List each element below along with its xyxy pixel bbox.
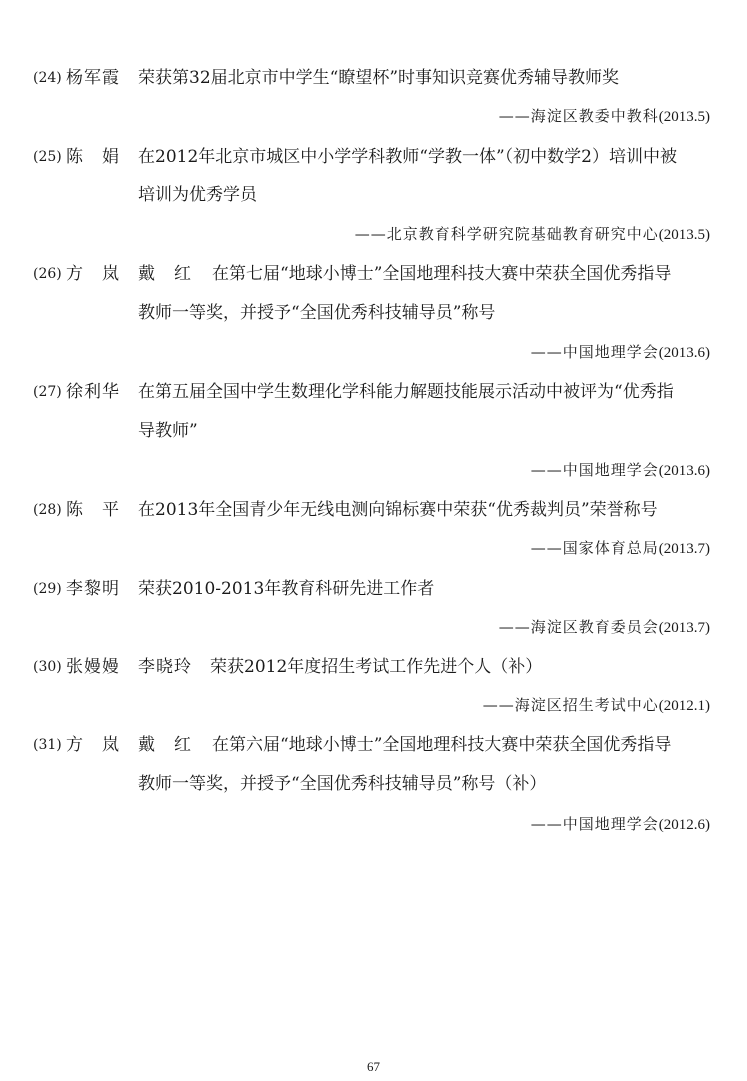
entry-name: 方 岚 戴 红 — [66, 735, 192, 755]
entry-source — [531, 814, 710, 835]
entry-name: 李黎明 — [66, 579, 120, 599]
entry-number: (27) — [33, 384, 62, 400]
entry-name: 杨军霞 — [66, 68, 120, 88]
source-name: ——中国地理学会 — [530, 815, 659, 833]
source-date: (2013.6) — [658, 345, 710, 361]
source-date: (2013.6) — [658, 463, 710, 479]
source-name: ——中国地理学会 — [530, 343, 659, 361]
entry-number: (29) — [33, 581, 62, 597]
entry-source — [499, 617, 710, 638]
source-date: (2013.7) — [658, 620, 710, 636]
source-date: (2012.6) — [658, 817, 710, 833]
source-date: (2013.5) — [658, 109, 710, 125]
entry-source — [355, 224, 710, 245]
entry-source — [483, 695, 710, 716]
entry-text-line: 荣获2012年度招生考试工作先进个人（补） — [210, 657, 543, 677]
entry-name: 陈 平 — [66, 500, 120, 520]
entry-number: (31) — [33, 737, 62, 753]
entry-text-line: 导教师” — [138, 421, 198, 441]
source-name: ——国家体育总局 — [530, 539, 659, 557]
entry-name: 张嫚嫚 李晓玲 — [66, 657, 192, 677]
page-number: 67 — [367, 1059, 380, 1074]
source-date: (2013.7) — [658, 541, 710, 557]
entry-number: (26) — [33, 266, 62, 282]
entry-source — [531, 460, 710, 481]
entry-text-line: 荣获第32届北京市中学生“瞭望杯”时事知识竞赛优秀辅导教师奖 — [138, 68, 620, 88]
entry-text-line: 在第六届“地球小博士”全国地理科技大赛中荣获全国优秀指导 — [212, 735, 672, 755]
entry-text-line: 在第七届“地球小博士”全国地理科技大赛中荣获全国优秀指导 — [212, 264, 672, 284]
entry-text-line: 在2012年北京市城区中小学学科教师“学教一体”（初中数学2）培训中被 — [138, 147, 677, 167]
entry-text-line: 荣获2010-2013年教育科研先进工作者 — [138, 579, 435, 599]
entry-source — [531, 342, 710, 363]
entry-number: (24) — [33, 70, 62, 86]
entry-name: 陈 娟 — [66, 147, 120, 167]
entry-name: 徐利华 — [66, 382, 120, 402]
entry-text-line: 在第五届全国中学生数理化学科能力解题技能展示活动中被评为“优秀指 — [138, 382, 674, 402]
entry-number: (25) — [33, 149, 62, 165]
entry-text-line: 培训为优秀学员 — [138, 185, 257, 205]
entry-text-line: 教师一等奖，并授予“全国优秀科技辅导员”称号（补） — [138, 774, 547, 794]
entry-number: (30) — [33, 659, 62, 675]
entry-source — [531, 538, 710, 559]
source-name: ——海淀区招生考试中心 — [482, 696, 659, 714]
entry-source — [499, 106, 710, 127]
entry-name: 方 岚 戴 红 — [66, 264, 192, 284]
entry-text-line: 教师一等奖，并授予“全国优秀科技辅导员”称号 — [138, 303, 496, 323]
source-name: ——中国地理学会 — [530, 461, 659, 479]
source-name: ——海淀区教委中教科 — [498, 107, 659, 125]
entry-number: (28) — [33, 502, 62, 518]
entry-text-line: 在2013年全国青少年无线电测向锦标赛中荣获“优秀裁判员”荣誉称号 — [138, 500, 658, 520]
source-date: (2013.5) — [658, 227, 710, 243]
source-name: ——北京教育科学研究院基础教育研究中心 — [354, 225, 659, 243]
source-name: ——海淀区教育委员会 — [498, 618, 659, 636]
source-date: (2012.1) — [658, 698, 710, 714]
